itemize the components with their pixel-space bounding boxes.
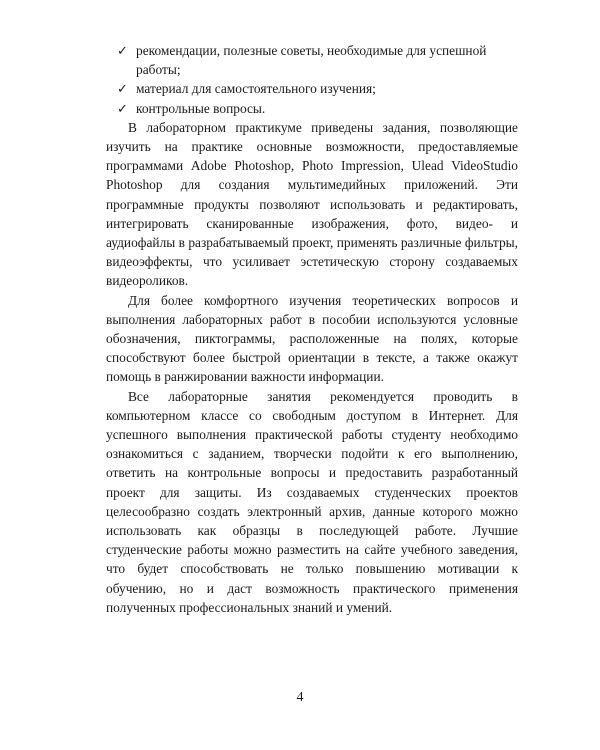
- paragraph-lab-sessions: Все лабораторные занятия рекомендуется проводить в компьютерном классе со свободным доступом в Интернет. Для успешного выполнения практической работы студенту необходимо ознакомиться с заданием, творчески подойти к его выполнению, ответить на контрольные вопросы и предоставить разработанный проект для защиты. Из создаваемых студенческих проектов целесообразно создать электронный архив, данные которого можно использовать как образцы в последующей работе. Лучшие студенческие работы можно разместить на сайте учебного заведения, что будет способствовать не только повышению мотивации к обучению, но и даст возможность практического применения полученных профессиональных знаний и умений.: [106, 388, 518, 615]
- list-item: [106, 99, 518, 118]
- list-item-text: контрольные вопросы.: [136, 100, 266, 116]
- paragraph-lab-practicum: В лабораторном практикуме приведены задания, позволяющие изучить на практике основные возможности, предоставляемые программами Adobe Photoshop, Photo Impression, Ulead VideoStudio Photoshop для создания мультимедийных приложений. Эти программные продукты позволяют использовать и редактировать, интегрировать сканированные изображения, фото, видео- и аудиофайлы в разрабатываемый проект, применять различные фильтры, видеоэффекты, что усиливает эстетическую сторону создаваемых видеороликов.: [106, 119, 518, 289]
- paragraph-conventions: Для более комфортного изучения теоретических вопросов и выполнения лабораторных работ в пособии используются условные обозначения, пиктограммы, расположенные на полях, которые способствуют более быстрой ориентации в тексте, а также окажут помощь в ранжировании важности информации.: [106, 292, 518, 385]
- page-number: 4: [296, 690, 304, 705]
- list-item-text: материал для самостоятельного изучения;: [136, 81, 376, 97]
- list-item: [106, 79, 518, 98]
- list-item-text: рекомендации, полезные советы, необходимые для успешной работы;: [136, 43, 487, 78]
- page-body: [106, 41, 518, 617]
- list-item: [106, 41, 518, 79]
- checkmark-icon: ✓: [117, 81, 128, 97]
- checkmark-icon: ✓: [117, 100, 128, 116]
- checkmark-icon: ✓: [117, 43, 128, 58]
- bullet-list: [106, 41, 518, 118]
